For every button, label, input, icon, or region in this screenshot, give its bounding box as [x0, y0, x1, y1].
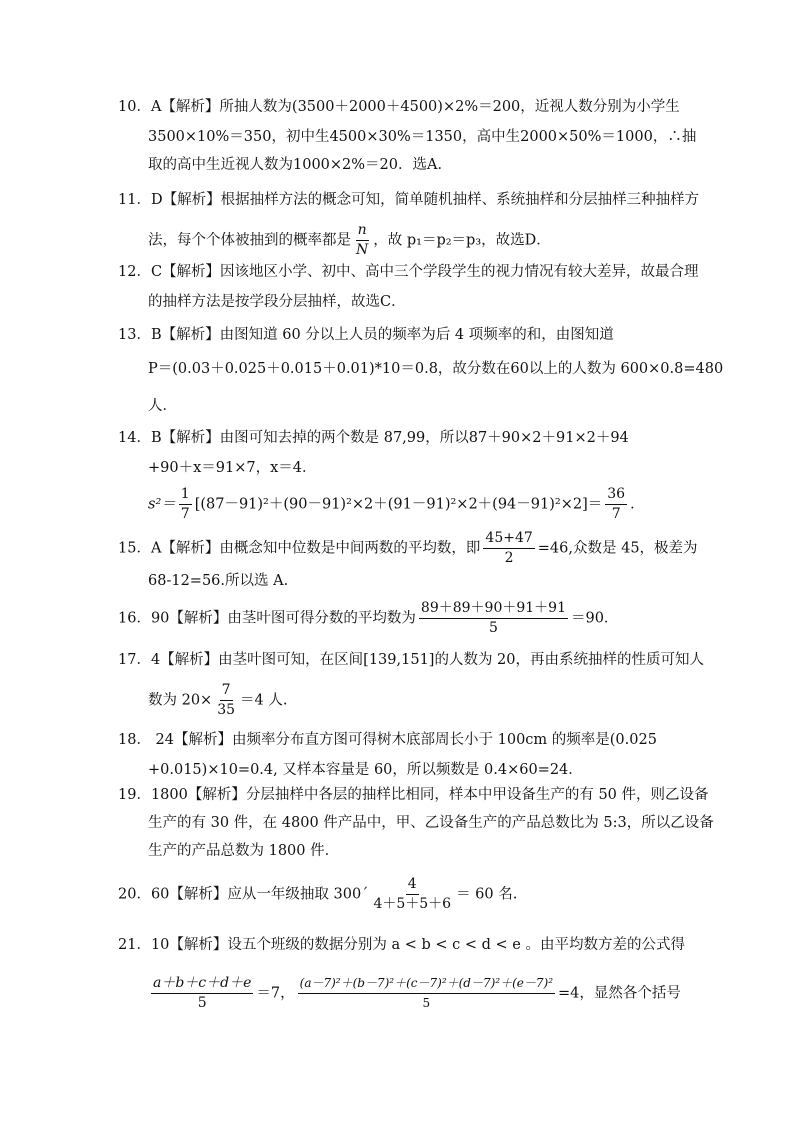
item-21-line-1: 21．10【解析】设五个班级的数据分别为 a < b < c < d < e 。由平均数方差的公式得 [118, 937, 685, 953]
item-11-text-a: 法，每个个体被抽到的概率都是 [148, 232, 351, 249]
item-18-line-2: +0.015)×10=0.4, 又样本容量是 60，所以频数是 0.4×60=24． [148, 762, 583, 778]
item-15-text-a: 15．A【解析】由概念知中位数是中间两数的平均数，即 [118, 540, 481, 557]
fraction-numerator: 7 [220, 682, 233, 701]
item-11-text-b: ，故 p₁＝p₂＝p₃，故选D． [373, 232, 551, 249]
fraction-denominator: 5 [488, 620, 498, 636]
item-18-line-1: 18． 24【解析】由频率分布直方图可得树木底部周长小于 100cm 的频率是(0.025 [118, 732, 657, 748]
fraction-denominator: 7 [611, 506, 621, 522]
fraction-denominator: 35 [217, 702, 236, 718]
item-14-text-a: s²＝ [148, 496, 176, 513]
fraction-mean [151, 975, 253, 1012]
item-12-line-1: 12．C【解析】因该地区小学、初中、高中三个学段学生的视力情况有较大差异，故最合理 [118, 264, 699, 280]
item-16-text-a: 16．90【解析】由茎叶图可得分数的平均数为 [118, 610, 416, 627]
item-16-line-1 [118, 600, 618, 637]
item-19-line-1: 19．1800【解析】分层抽样中各层的抽样比相同，样本中甲设备生产的有 50 件，则乙设备 [118, 787, 709, 803]
item-17-line-1: 17．4【解析】由茎叶图可知，在区间[139,151]的人数为 20，再由系统抽样的性质可知人 [118, 652, 705, 668]
item-15-line-1 [118, 530, 698, 567]
item-13-line-3: 人． [148, 398, 177, 414]
fraction-n-over-N [354, 222, 370, 259]
item-15-text-b: =46,众数是 45，极差为 [537, 540, 698, 557]
fraction-average [419, 600, 568, 637]
fraction-7-over-35 [215, 682, 237, 719]
fraction-denominator: 4＋5＋5＋6 [373, 896, 452, 912]
item-12-line-2: 的抽样方法是按学段分层抽样，故选C． [148, 294, 406, 310]
item-11-line-1: 11．D【解析】根据抽样方法的概念可知，简单随机抽样、系统抽样和分层抽样三种抽样方 [118, 192, 700, 208]
item-14-text-b: [(87－91)²＋(90－91)²×2＋(91－91)²×2＋(94－91)²×2]＝ [194, 496, 603, 513]
item-13-line-1: 13．B【解析】由图知道 60 分以上人员的频率为后 4 项频率的和，由图知道 [118, 327, 614, 343]
fraction-36-over-7 [605, 486, 627, 523]
item-17-text-a: 数为 20× [148, 692, 213, 709]
fraction-denominator: 2 [504, 550, 514, 566]
item-17-line-2 [148, 682, 288, 719]
item-10-line-3: 取的高中生近视人数为1000×2%＝20．选A． [148, 157, 452, 173]
fraction-denominator: N [356, 242, 369, 258]
item-20-line-1 [118, 876, 517, 913]
fraction-variance [298, 975, 555, 1012]
item-15-line-2: 68-12=56.所以选 A. [148, 573, 289, 589]
fraction-numerator: n [356, 222, 369, 241]
item-10-line-1: 10．A【解析】所抽人数为(3500＋2000＋4500)×2%＝200，近视人数分别为小学生 [118, 99, 680, 115]
item-21-text-b: =4，显然各个括号 [558, 985, 681, 1002]
item-14-line-2: +90＋x＝91×7，x＝4． [148, 460, 317, 476]
fraction-first-grade [371, 876, 453, 913]
item-13-line-2: P＝(0.03＋0.025＋0.015＋0.01)*10＝0.8，故分数在60以上的人数为 600×0.8=480 [148, 361, 724, 377]
item-21-text-a: ＝7， [256, 985, 295, 1002]
fraction-numerator: 45+47 [483, 530, 534, 549]
fraction-numerator: 89＋89＋90＋91＋91 [419, 600, 568, 619]
fraction-numerator: (a－7)²＋(b－7)²＋(c－7)²＋(d－7)²＋(e－7)² [298, 975, 555, 994]
fraction-1-over-7 [179, 486, 192, 523]
fraction-numerator: 36 [605, 486, 627, 505]
item-16-text-b: ＝90． [570, 610, 619, 627]
fraction-numerator: a＋b＋c＋d＋e [151, 975, 253, 994]
item-14-line-1: 14．B【解析】由图可知去掉的两个数是 87,99，所以87＋90×2＋91×2＋94 [118, 430, 629, 446]
fraction-numerator: 4 [406, 876, 419, 895]
item-19-line-3: 生产的产品总数为 1800 件． [148, 843, 340, 859]
item-17-text-b: ＝4 人. [240, 692, 288, 709]
item-14-line-3 [148, 486, 645, 523]
item-11-line-2 [148, 222, 551, 259]
fraction-denominator: 5 [422, 996, 431, 1010]
fraction-denominator: 5 [197, 995, 207, 1011]
item-19-line-2: 生产的有 30 件，在 4800 件产品中，甲、乙设备生产的产品总数比为 5:3，所以乙设备 [148, 815, 714, 831]
fraction-denominator: 7 [180, 506, 190, 522]
item-20-text-a: 20．60【解析】应从一年级抽取 300´ [118, 886, 369, 903]
item-10-line-2: 3500×10%＝350，初中生4500×30%＝1350，高中生2000×50%＝1000，∴抽 [148, 129, 697, 145]
item-14-text-c: ． [630, 496, 645, 513]
item-20-text-b: ＝ 60 名. [456, 886, 518, 903]
item-21-line-2 [148, 975, 681, 1012]
fraction-median [483, 530, 534, 567]
fraction-numerator: 1 [179, 486, 192, 505]
